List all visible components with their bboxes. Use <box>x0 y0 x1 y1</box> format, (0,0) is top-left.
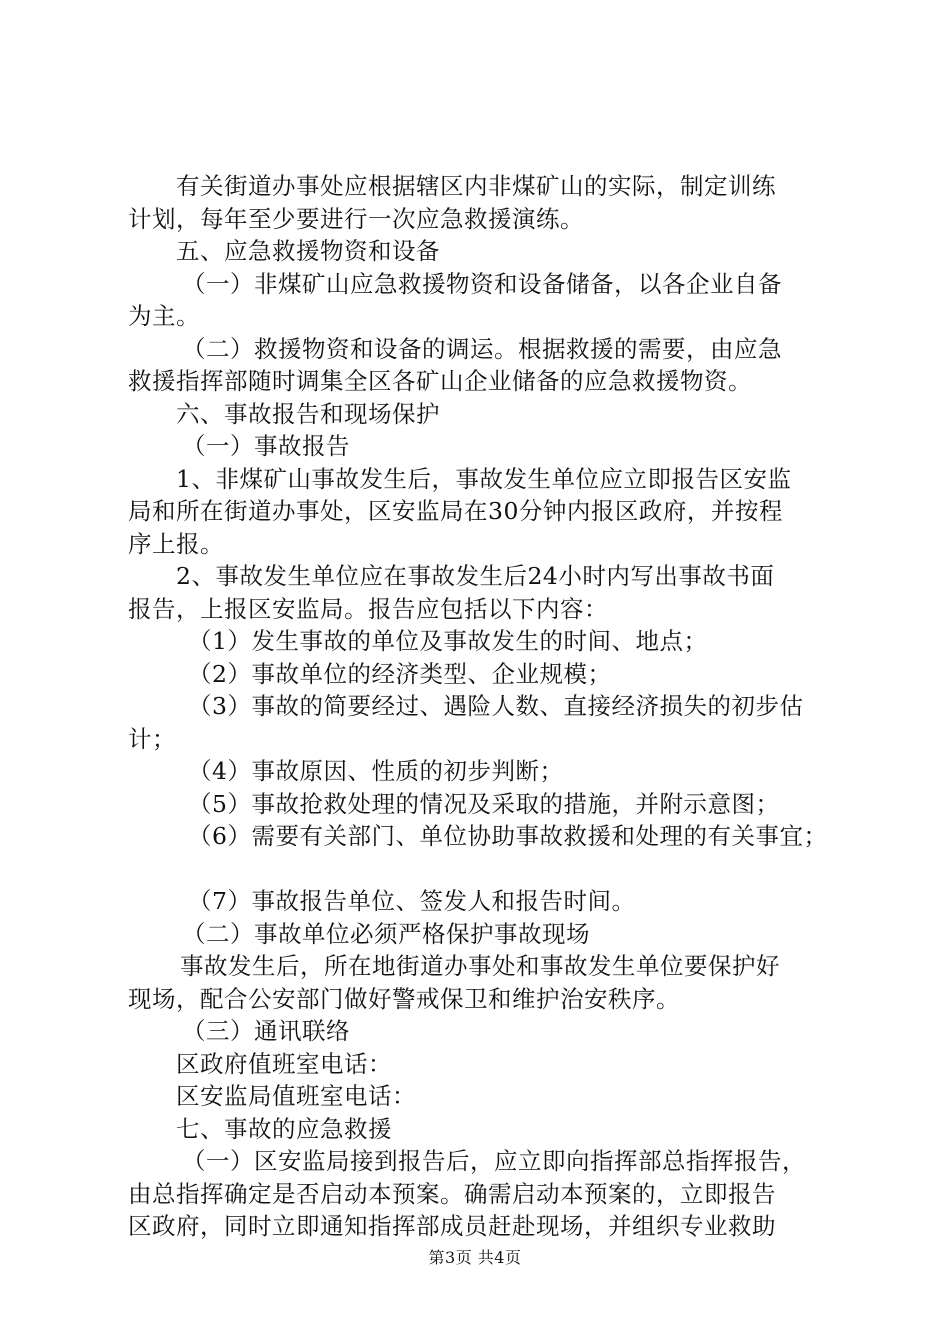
paragraph-line: 1、非煤矿山事故发生后，事故发生单位应立即报告区安监 <box>176 464 792 493</box>
section-heading: 五、应急救援物资和设备 <box>176 237 440 265</box>
list-item: （5）事故抢救处理的情况及采取的措施，并附示意图； <box>188 789 780 818</box>
paragraph-line: 区政府，同时立即通知指挥部成员赶赴现场，并组织专业救助 <box>128 1212 776 1240</box>
blank-line <box>128 853 838 886</box>
paragraph-line: 2、事故发生单位应在事故发生后24小时内写出事故书面 <box>176 562 775 590</box>
contact-line: 区安监局值班室电话： <box>176 1082 416 1110</box>
page-number-footer: 第3页 共4页 <box>428 1248 522 1267</box>
paragraph-line: （一）区安监局接到报告后，应立即向指挥部总指挥报告， <box>182 1147 806 1175</box>
paragraph-line: 计划，每年至少要进行一次应急救援演练。 <box>128 204 584 233</box>
paragraph-line: （二）救援物资和设备的调运。根据救援的需要，由应急 <box>182 334 782 363</box>
list-item: （6）需要有关部门、单位协助事故救援和处理的有关事宜； <box>188 822 828 850</box>
paragraph-line: 由总指挥确定是否启动本预案。确需启动本预案的，立即报告 <box>128 1179 776 1208</box>
list-item: （2）事故单位的经济类型、企业规模； <box>188 659 612 688</box>
paragraph-line: 现场，配合公安部门做好警戒保卫和维护治安秩序。 <box>128 984 680 1013</box>
section-heading: 六、事故报告和现场保护 <box>176 399 440 428</box>
paragraph-line: 为主。 <box>128 302 200 330</box>
paragraph-line: 救援指挥部随时调集全区各矿山企业储备的应急救援物资。 <box>128 367 752 395</box>
list-item: （3）事故的简要经过、遇险人数、直接经济损失的初步估 <box>188 692 804 720</box>
paragraph-line: 局和所在街道办事处，区安监局在30分钟内报区政府，并按程 <box>128 497 783 525</box>
section-heading: 七、事故的应急救援 <box>176 1114 392 1143</box>
document-body <box>128 170 838 1243</box>
paragraph-line: 报告，上报区安监局。报告应包括以下内容： <box>128 594 608 623</box>
subsection-heading: （二）事故单位必须严格保护事故现场 <box>182 919 590 948</box>
paragraph-line: 事故发生后，所在地街道办事处和事故发生单位要保护好 <box>180 952 780 980</box>
list-item: （1）发生事故的单位及事故发生的时间、地点； <box>188 627 708 655</box>
list-item-continuation: 计； <box>128 724 176 753</box>
contact-line: 区政府值班室电话： <box>176 1049 392 1078</box>
subsection-heading: （三）通讯联络 <box>182 1017 350 1045</box>
paragraph-line: （一）非煤矿山应急救援物资和设备储备，以各企业自备 <box>182 269 782 298</box>
list-item: （4）事故原因、性质的初步判断； <box>188 757 564 785</box>
paragraph-line: 有关街道办事处应根据辖区内非煤矿山的实际，制定训练 <box>176 172 776 200</box>
list-item: （7）事故报告单位、签发人和报告时间。 <box>188 887 636 915</box>
subsection-heading: （一）事故报告 <box>182 432 350 460</box>
paragraph-line: 序上报。 <box>128 529 224 558</box>
